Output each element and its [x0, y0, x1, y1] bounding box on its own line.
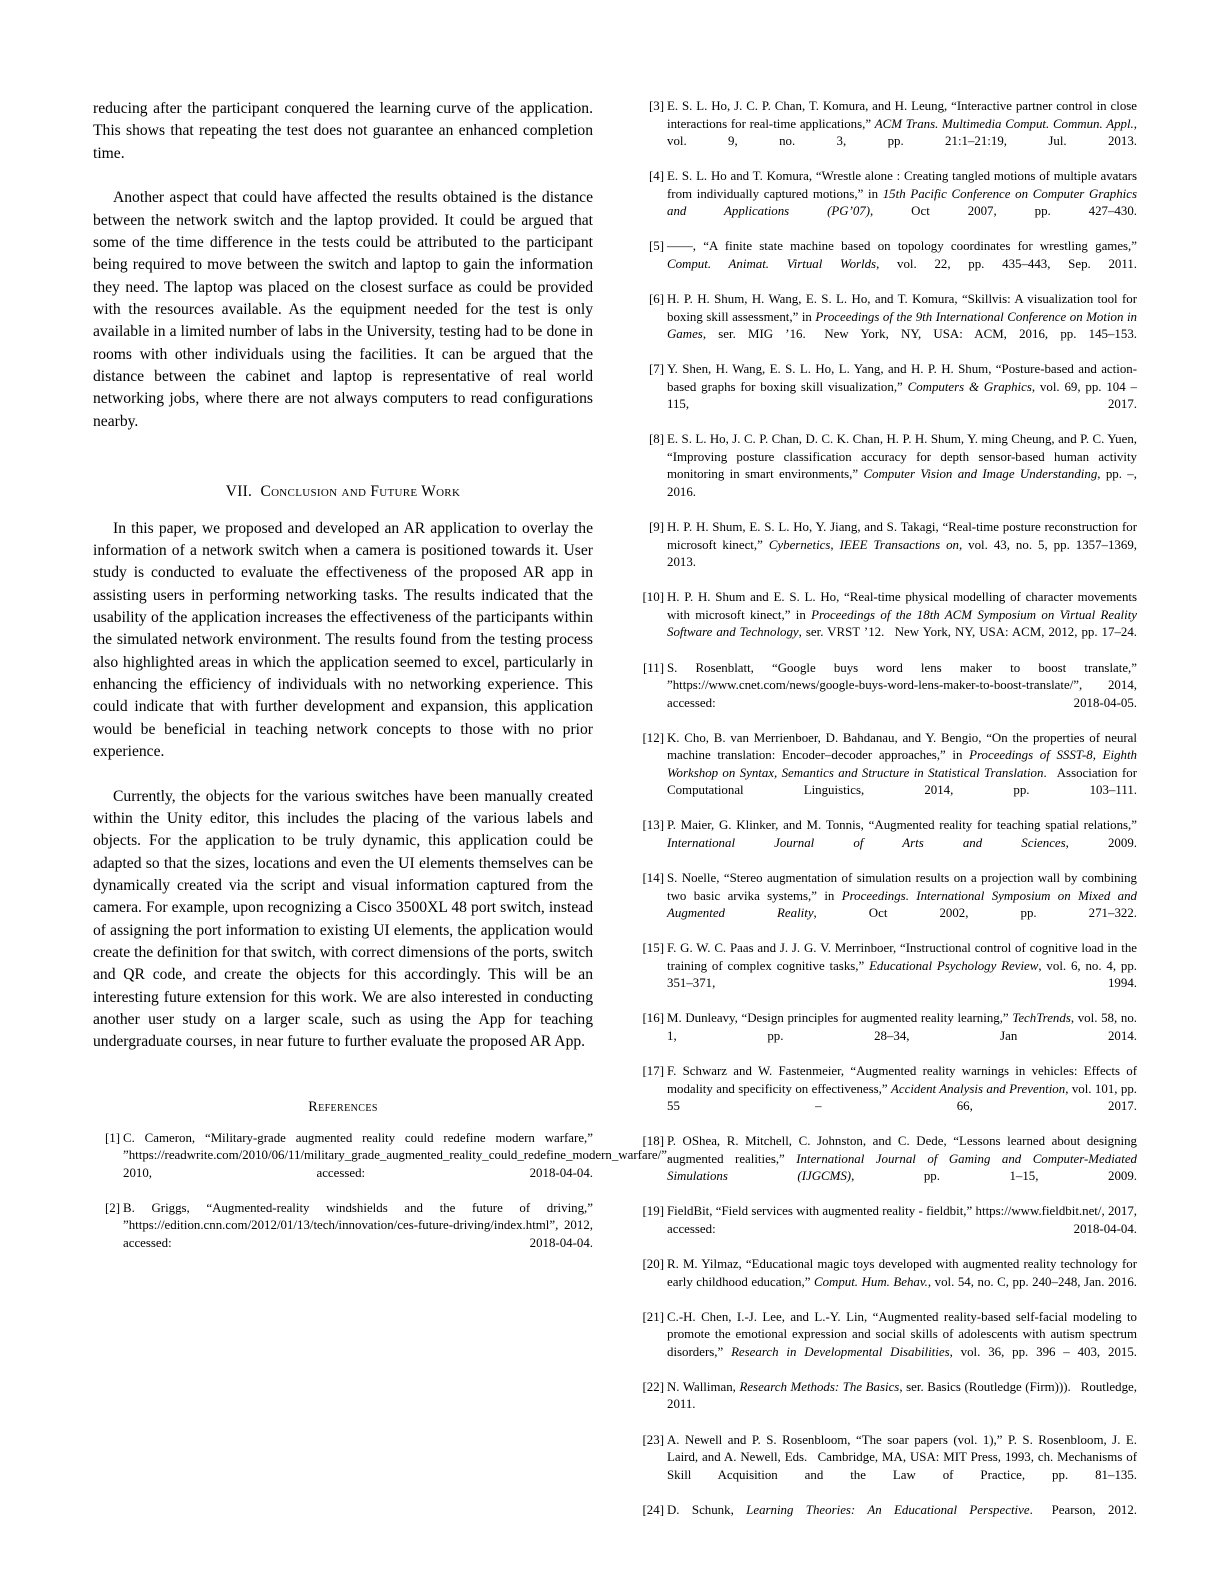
reference-number: [9]	[648, 520, 664, 535]
reference-title-italic: Proceedings of SSST-8, Eighth Workshop on Syntax, Semantics and Structure in Statistical Translation	[667, 748, 1137, 780]
reference-number: [3]	[648, 99, 664, 113]
reference-text-run: C. Cameron, “Military-grade augmented reality could redefine modern warfare,” ”https://readwrite.com/2010/06/11/military_grade_augmented_reality_could_redefine_modern_warfare/”, 2010, accessed: 2018-04-04.	[123, 1130, 671, 1180]
reference-entry	[637, 817, 1137, 870]
body-paragraph: Currently, the objects for the various switches have been manually created within the Unity editor, this includes the placing of the various labels and objects. For the application to be truly dynamic, this application could be adapted so that the sizes, locations and even the UI elements themselves can be dynamically created via the script and visual information captured from the camera. For example, upon recognizing a Cisco 3500XL 48 port switch, instead of assigning the port information to existing UI elements, the application would create the definition for that switch, with correct dimensions of the ports, switch and QR code, and create the objects for this accordingly. This will be an interesting future extension for this work. We are also interested in conducting another user study on a larger scale, such as using the App for teaching undergraduate courses, in near future to further evaluate the proposed AR App.	[93, 787, 593, 1051]
reference-title-italic: Research Methods: The Basics	[739, 1379, 900, 1394]
reference-entry	[637, 660, 1137, 730]
reference-text-run: , vol. 36, pp. 396 – 403, 2015.	[949, 1344, 1138, 1359]
reference-text	[667, 1203, 1137, 1256]
reference-number: [1]	[104, 1130, 120, 1145]
reference-entry	[637, 1309, 1137, 1379]
reference-number: [13]	[642, 818, 664, 833]
reference-text-run: N. Walliman,	[667, 1379, 740, 1394]
reference-title-italic: Proceedings. International Symposium on Mixed and Augmented Reality	[667, 888, 1137, 921]
reference-text-run: , vol. 9, no. 3, pp. 21:1–21:19, Jul. 2013.	[667, 116, 1138, 149]
reference-entry	[637, 1133, 1137, 1203]
reference-number: [19]	[642, 1204, 664, 1219]
reference-text	[667, 431, 1137, 519]
reference-text	[667, 660, 1137, 730]
reference-text	[667, 168, 1137, 238]
reference-text-run: H. P. H. Shum and E. S. L. Ho, “Real-time physical modelling of character movements with microsoft kinect,” in	[667, 590, 1137, 622]
reference-number: [24]	[642, 1502, 664, 1517]
reference-text-run: F. Schwarz and W. Fastenmeier, “Augmented reality warnings in vehicles: Effects of modality and specificity on effectiveness,”	[667, 1064, 1137, 1096]
reference-text-run: Y. Shen, H. Wang, E. S. L. Ho, L. Yang, and H. P. H. Shum, “Posture-based and action-based graphs for boxing skill visualization,”	[667, 362, 1137, 394]
reference-title-italic: Comput. Animat. Virtual Worlds	[667, 256, 877, 271]
reference-title-italic: ACM Trans. Multimedia Comput. Commun. Appl.	[874, 116, 1134, 131]
reference-text-run: , vol. 101, pp. 55 – 66, 2017.	[667, 1081, 1138, 1114]
reference-text	[667, 1010, 1137, 1063]
reference-text-run: P. OShea, R. Mitchell, C. Johnston, and C. Dede, “Lessons learned about designing augmented realities,”	[667, 1134, 1137, 1166]
reference-text-run: E. S. L. Ho, J. C. P. Chan, T. Komura, and H. Leung, “Interactive partner control in close interactions for real-time applications,”	[667, 99, 1137, 131]
reference-entry	[637, 1203, 1137, 1256]
reference-text	[667, 291, 1137, 361]
reference-entry	[637, 291, 1137, 361]
reference-number: [2]	[104, 1200, 120, 1215]
reference-number: [23]	[642, 1432, 664, 1447]
reference-text-run: , pp. –, 2016.	[667, 467, 1137, 500]
reference-entry	[637, 940, 1137, 1010]
reference-entry	[637, 98, 1137, 168]
reference-entry	[637, 238, 1137, 291]
reference-text-run: , ser. VRST ’12. New York, NY, USA: ACM, 2012, pp. 17–24.	[798, 625, 1137, 640]
reference-text-run: , pp. 1–15, 2009.	[851, 1169, 1137, 1184]
reference-text-run: . Pearson, 2012.	[1029, 1502, 1138, 1517]
reference-entry	[93, 1200, 593, 1270]
reference-number: [18]	[642, 1134, 664, 1149]
reference-text-run: F. G. W. C. Paas and J. J. G. V. Merrinboer, “Instructional control of cognitive load in the training of complex cognitive tasks,”	[667, 941, 1137, 973]
reference-text-run: , vol. 54, no. C, pp. 240–248, Jan. 2016.	[927, 1274, 1137, 1289]
reference-text-run: , Oct 2002, pp. 271–322.	[813, 906, 1138, 921]
reference-number: [6]	[648, 292, 664, 307]
reference-entry	[637, 168, 1137, 238]
reference-title-italic: Comput. Hum. Behav.	[813, 1274, 928, 1289]
reference-text	[667, 870, 1137, 940]
reference-entry	[93, 1130, 671, 1200]
body-paragraph: reducing after the participant conquered the learning curve of the application. This shows that repeating the test does not guarantee an enhanced completion time.	[93, 100, 593, 162]
reference-text-run: E. S. L. Ho and T. Komura, “Wrestle alone : Creating tangled motions of multiple avatars from individually captured motions,” in	[667, 169, 1137, 201]
reference-text-run: , vol. 69, pp. 104 – 115, 2017.	[667, 379, 1137, 412]
reference-text	[667, 1133, 1137, 1203]
reference-title-italic: Computer Vision and Image Understanding	[863, 467, 1098, 482]
reference-number: [5]	[648, 239, 664, 254]
reference-number: [7]	[648, 362, 664, 377]
reference-text	[667, 817, 1137, 870]
reference-text	[667, 1063, 1137, 1133]
reference-title-italic: Accident Analysis and Prevention	[891, 1081, 1066, 1096]
reference-text-run: D. Schunk,	[667, 1502, 747, 1517]
reference-text	[667, 1379, 1137, 1432]
reference-entry	[637, 1063, 1137, 1133]
reference-entry	[637, 1256, 1137, 1309]
reference-text-run: B. Griggs, “Augmented-reality windshields and the future of driving,” ”https://edition.cnn.com/2012/01/13/tech/innovation/ces-future-driving/index.html”, 2012, accessed: 2018-04-04.	[123, 1200, 593, 1251]
reference-text	[667, 1309, 1137, 1379]
reference-text	[667, 1256, 1137, 1309]
section-number: VII.	[225, 482, 253, 500]
reference-text-run: , vol. 22, pp. 435–443, Sep. 2011.	[876, 256, 1137, 271]
reference-title-italic: TechTrends	[1012, 1011, 1071, 1026]
reference-text	[667, 519, 1137, 589]
reference-entry	[637, 730, 1137, 818]
reference-text-run: FieldBit, “Field services with augmented reality - fieldbit,” https://www.fieldbit.net/, 2017, accessed: 2018-04-04.	[667, 1204, 1137, 1236]
reference-number: [20]	[642, 1257, 664, 1272]
reference-list-right	[637, 98, 1137, 1537]
reference-number: [16]	[642, 1011, 664, 1026]
reference-text	[123, 1130, 671, 1200]
right-column	[637, 98, 1137, 1537]
reference-entry	[637, 431, 1137, 519]
reference-text-run: K. Cho, B. van Merrienboer, D. Bahdanau, and Y. Bengio, “On the properties of neural machine translation: Encoder–decoder approaches,” in	[667, 730, 1137, 763]
reference-text-run: , vol. 43, no. 5, pp. 1357–1369, 2013.	[667, 537, 1137, 570]
reference-number: [4]	[648, 169, 664, 184]
reference-title-italic: 15th Pacific Conference on Computer Graphics and Applications (PG’07)	[667, 186, 1137, 219]
reference-text-run: , ser. Basics (Routledge (Firm))). Routledge, 2011.	[667, 1379, 1137, 1412]
reference-text-run: A. Newell and P. S. Rosenbloom, “The soar papers (vol. 1),” P. S. Rosenbloom, J. E. Laird, and A. Newell, Eds. Cambridge, MA, USA: MIT Press, 1993, ch. Mechanisms of Skill Acquisition and the Law of Practice, pp. 81–135.	[667, 1432, 1137, 1482]
reference-text	[667, 1502, 1137, 1537]
reference-entry	[637, 361, 1137, 431]
reference-number: [22]	[642, 1379, 664, 1394]
reference-text	[667, 1432, 1137, 1502]
reference-text-run: C.-H. Chen, I.-J. Lee, and L.-Y. Lin, “Augmented reality-based self-facial modeling to promote the emotional expression and social skills of adolescents with autism spectrum disorders,”	[667, 1309, 1137, 1359]
reference-number: [15]	[642, 941, 664, 956]
reference-text	[123, 1200, 593, 1270]
reference-text-run: ——, “A finite state machine based on topology coordinates for wrestling games,”	[667, 239, 1137, 254]
reference-number: [12]	[642, 730, 664, 745]
reference-text	[667, 98, 1137, 168]
reference-title-italic: International Journal of Gaming and Computer-Mediated Simulations (IJGCMS)	[667, 1151, 1137, 1184]
reference-text-run: , vol. 58, no. 1, pp. 28–34, Jan 2014.	[667, 1011, 1138, 1043]
reference-number: [17]	[642, 1064, 664, 1079]
reference-number: [11]	[643, 660, 664, 675]
body-paragraph: Another aspect that could have affected the results obtained is the distance between the network switch and the laptop provided. It could be argued that some of the time difference in the tests could be attributed to the participant being required to move between the switch and laptop to gain the information they need. The laptop was placed on the closest surface as could be provided with the resources available. As the equipment needed for the test is only available in a limited number of labs in the University, testing had to be done in rooms with other individuals using the facilities. It can be argued that the distance between the cabinet and laptop is representative of real world networking jobs, where there are not always computers to read configurations nearby.	[93, 189, 593, 430]
reference-title-italic: Cybernetics, IEEE Transactions on	[768, 537, 959, 552]
reference-number: [8]	[648, 432, 664, 447]
reference-text-run: H. P. H. Shum, E. S. L. Ho, Y. Jiang, and S. Takagi, “Real-time posture reconstruction for microsoft kinect,”	[667, 520, 1137, 552]
reference-text	[667, 238, 1137, 291]
reference-number: [21]	[642, 1309, 664, 1324]
references-heading: References	[308, 1098, 378, 1115]
reference-entry	[637, 1502, 1137, 1537]
reference-text-run: , Oct 2007, pp. 427–430.	[870, 204, 1137, 219]
reference-text-run: , ser. MIG ’16. New York, NY, USA: ACM, 2016, pp. 145–153.	[702, 327, 1137, 342]
reference-entry	[637, 519, 1137, 589]
section-title: Conclusion and Future Work	[260, 482, 461, 500]
reference-text-run: H. P. H. Shum, H. Wang, E. S. L. Ho, and T. Komura, “Skillvis: A visualization tool for boxing skill assessment,” in	[667, 292, 1137, 324]
reference-text-run: E. S. L. Ho, J. C. P. Chan, D. C. K. Chan, H. P. H. Shum, Y. ming Cheung, and P. C. Yuen, “Improving posture classification accuracy for depth sensor-based human activity monitoring in smart environments,”	[667, 432, 1137, 482]
reference-entry	[637, 1010, 1137, 1063]
reference-title-italic: Computers & Graphics	[907, 379, 1032, 394]
reference-text	[667, 940, 1137, 1010]
reference-text	[667, 361, 1137, 431]
reference-number: [14]	[642, 871, 664, 886]
reference-title-italic: Research in Developmental Disabilities	[731, 1344, 950, 1359]
reference-title-italic: International Journal of Arts and Sciences	[667, 835, 1066, 850]
reference-text-run: R. M. Yilmaz, “Educational magic toys developed with augmented reality technology for early childhood education,”	[667, 1257, 1137, 1289]
reference-text-run: S. Rosenblatt, “Google buys word lens maker to boost translate,” ”https://www.cnet.com/news/google-buys-word-lens-maker-to-boost-translate/”, 2014, accessed: 2018-04-05.	[667, 660, 1137, 710]
section-heading	[93, 482, 593, 502]
reference-text-run: , 2009.	[1065, 835, 1137, 850]
reference-title-italic: Educational Psychology Review	[869, 958, 1039, 973]
reference-title-italic: Learning Theories: An Educational Perspective	[746, 1502, 1030, 1517]
reference-entry	[637, 589, 1137, 659]
reference-entry	[637, 870, 1137, 940]
reference-entry	[637, 1432, 1137, 1502]
reference-number: [10]	[642, 590, 664, 605]
reference-text-run: M. Dunleavy, “Design principles for augmented reality learning,”	[667, 1011, 1013, 1026]
reference-text	[667, 730, 1137, 818]
reference-text-run: . Association for Computational Linguistics, 2014, pp. 103–111.	[667, 765, 1137, 798]
reference-entry	[637, 1379, 1137, 1432]
reference-title-italic: Proceedings of the 9th International Conference on Motion in Games	[667, 309, 1137, 342]
reference-text-run: S. Noelle, “Stereo augmentation of simulation results on a projection wall by combining two basic arvika systems,” in	[667, 871, 1137, 903]
reference-text	[667, 589, 1137, 659]
reference-text-run: P. Maier, G. Klinker, and M. Tonnis, “Augmented reality for teaching spatial relations,”	[667, 818, 1137, 833]
reference-text-run: , vol. 6, no. 4, pp. 351–371, 1994.	[667, 958, 1138, 991]
reference-title-italic: Proceedings of the 18th ACM Symposium on Virtual Reality Software and Technology	[667, 607, 1137, 640]
two-column-layout	[93, 98, 1136, 1537]
body-paragraph: In this paper, we proposed and developed an AR application to overlay the information of a network switch when a camera is positioned towards it. User study is conducted to evaluate the effectiveness of the proposed AR app in assisting users in performing networking tasks. The results indicated that the usability of the application increases the effectiveness of the participants within the simulated network environment. The results found from the testing process also highlighted areas in which the application seemed to excel, particularly in enhancing the efficiency of individuals with no networking experience. This could indicate that with further development and expansion, this application would be beneficial in teaching network concepts to those with no prior experience.	[93, 519, 593, 760]
